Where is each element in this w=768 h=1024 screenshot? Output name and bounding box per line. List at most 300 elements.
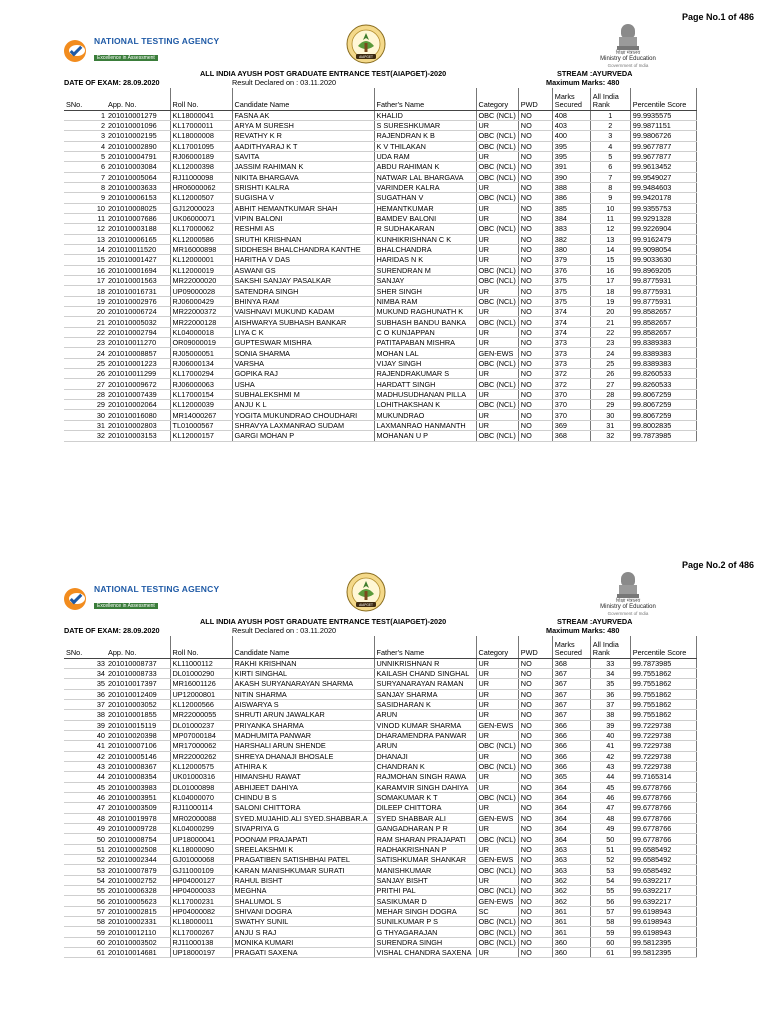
cell-father-name: KARAMVIR SINGH DAHIYA — [374, 782, 476, 792]
cell-pwd: NO — [518, 120, 552, 130]
cell-father-name: C O KUNJAPPAN — [374, 327, 476, 337]
seal-text: AIAPGET — [359, 603, 373, 607]
cell-marks: 374 — [552, 307, 590, 317]
cell-father-name: SUNILKUMAR P S — [374, 917, 476, 927]
cell-app-no: 201010002508 — [106, 844, 170, 854]
table-row — [64, 286, 696, 296]
cell-sno: 35 — [64, 679, 106, 689]
national-emblem-icon — [617, 24, 639, 50]
cell-rank: 40 — [590, 730, 630, 740]
cell-rank: 39 — [590, 720, 630, 730]
cell-category: OBC (NCL) — [476, 917, 518, 927]
cell-pwd: NO — [518, 927, 552, 937]
cell-rank: 50 — [590, 834, 630, 844]
cell-app-no: 201010016080 — [106, 410, 170, 420]
cell-rank: 61 — [590, 948, 630, 958]
cell-category: OBC (NCL) — [476, 276, 518, 286]
ministry-name: Ministry of Education — [600, 604, 656, 610]
cell-sno: 39 — [64, 720, 106, 730]
cell-category: GEN-EWS — [476, 813, 518, 823]
aiapget-seal-icon — [346, 572, 386, 612]
cell-rank: 35 — [590, 679, 630, 689]
cell-pwd: NO — [518, 875, 552, 885]
cell-candidate-name: SWATHY SUNIL — [232, 917, 374, 927]
cell-category: GEN-EWS — [476, 855, 518, 865]
cell-pwd: NO — [518, 431, 552, 441]
cell-father-name: HARDATT SINGH — [374, 379, 476, 389]
cell-percentile: 99.7229738 — [630, 720, 696, 730]
cell-category: UR — [476, 658, 518, 668]
cell-percentile: 99.8389383 — [630, 358, 696, 368]
cell-candidate-name: AKASH SURYANARAYAN SHARMA — [232, 679, 374, 689]
cell-rank: 26 — [590, 369, 630, 379]
cell-father-name: MANISHKUMAR — [374, 865, 476, 875]
cell-rank: 59 — [590, 927, 630, 937]
cell-father-name: SANJAY BISHT — [374, 875, 476, 885]
col-header-app-no: App. No. — [106, 88, 170, 110]
cell-app-no: 201010003983 — [106, 782, 170, 792]
cell-sno: 15 — [64, 255, 106, 265]
table-row — [64, 276, 696, 286]
cell-app-no: 201010004791 — [106, 151, 170, 161]
table-row — [64, 369, 696, 379]
cell-candidate-name: PRIYANKA SHARMA — [232, 720, 374, 730]
col-header-roll-no: Roll No. — [170, 636, 232, 658]
cell-marks: 364 — [552, 792, 590, 802]
cell-percentile: 99.8582657 — [630, 327, 696, 337]
ministry-emblem — [596, 572, 660, 617]
cell-rank: 21 — [590, 317, 630, 327]
cell-pwd: NO — [518, 792, 552, 802]
cell-category: OBC (NCL) — [476, 431, 518, 441]
cell-marks: 375 — [552, 286, 590, 296]
cell-roll-no: MP07000184 — [170, 730, 232, 740]
cell-category: UR — [476, 772, 518, 782]
cell-pwd: NO — [518, 699, 552, 709]
cell-marks: 370 — [552, 389, 590, 399]
cell-category: OBC (NCL) — [476, 400, 518, 410]
cell-rank: 8 — [590, 182, 630, 192]
cell-father-name: SASIDHARAN K — [374, 699, 476, 709]
cell-category: OBC (NCL) — [476, 379, 518, 389]
cell-percentile: 99.9549027 — [630, 172, 696, 182]
cell-father-name: MADHUSUDHANAN PILLA — [374, 389, 476, 399]
cell-roll-no: UP18000041 — [170, 834, 232, 844]
table-row — [64, 875, 696, 885]
cell-sno: 3 — [64, 131, 106, 141]
cell-category: OBC (NCL) — [476, 937, 518, 947]
cell-rank: 44 — [590, 772, 630, 782]
cell-category: OBC (NCL) — [476, 886, 518, 896]
cell-app-no: 201010006328 — [106, 886, 170, 896]
cell-app-no: 201010002890 — [106, 141, 170, 151]
cell-sno: 25 — [64, 358, 106, 368]
table-row — [64, 855, 696, 865]
cell-marks: 367 — [552, 710, 590, 720]
cell-sno: 48 — [64, 813, 106, 823]
cell-candidate-name: SHIVANI DOGRA — [232, 906, 374, 916]
cell-roll-no: HP04000082 — [170, 906, 232, 916]
cell-candidate-name: SHRAVYA LAXMANRAO SUDAM — [232, 420, 374, 430]
cell-roll-no: RJ06000134 — [170, 358, 232, 368]
cell-candidate-name: SUBHALEKSHMI M — [232, 389, 374, 399]
table-row — [64, 193, 696, 203]
table-row — [64, 317, 696, 327]
cell-pwd: NO — [518, 193, 552, 203]
table-row — [64, 792, 696, 802]
cell-marks: 375 — [552, 296, 590, 306]
cell-pwd: NO — [518, 307, 552, 317]
cell-marks: 360 — [552, 937, 590, 947]
cell-sno: 38 — [64, 710, 106, 720]
cell-pwd: NO — [518, 730, 552, 740]
cell-roll-no: RJ06000063 — [170, 379, 232, 389]
cell-pwd: NO — [518, 803, 552, 813]
cell-rank: 33 — [590, 658, 630, 668]
cell-father-name: R SUDHAKARAN — [374, 224, 476, 234]
cell-sno: 12 — [64, 224, 106, 234]
table-row — [64, 761, 696, 771]
cell-roll-no: HR06000062 — [170, 182, 232, 192]
cell-candidate-name: KIRTI SINGHAL — [232, 668, 374, 678]
cell-marks: 366 — [552, 720, 590, 730]
cell-candidate-name: RAKHI KRISHNAN — [232, 658, 374, 668]
cell-father-name: RAM SHARAN PRAJAPATI — [374, 834, 476, 844]
maximum-marks: Maximum Marks: 480 — [546, 78, 620, 87]
aiapget-seal-icon — [346, 24, 386, 64]
cell-app-no: 201010001223 — [106, 358, 170, 368]
cell-father-name: CHANDRAN K — [374, 761, 476, 771]
cell-sno: 44 — [64, 772, 106, 782]
cell-sno: 40 — [64, 730, 106, 740]
table-row — [64, 348, 696, 358]
cell-sno: 57 — [64, 906, 106, 916]
cell-marks: 384 — [552, 213, 590, 223]
cell-roll-no: KL17000154 — [170, 389, 232, 399]
cell-marks: 388 — [552, 182, 590, 192]
cell-app-no: 201010006724 — [106, 307, 170, 317]
cell-app-no: 201010001096 — [106, 120, 170, 130]
agency-name: NATIONAL TESTING AGENCY — [94, 584, 220, 594]
cell-percentile: 99.8067259 — [630, 400, 696, 410]
cell-marks: 380 — [552, 244, 590, 254]
cell-pwd: NO — [518, 379, 552, 389]
seal-text: AIAPGET — [359, 55, 373, 59]
cell-candidate-name: FASNA AK — [232, 110, 374, 120]
cell-candidate-name: SHRUTI ARUN JAWALKAR — [232, 710, 374, 720]
cell-marks: 361 — [552, 906, 590, 916]
cell-roll-no: KL11000112 — [170, 658, 232, 668]
cell-app-no: 201010002064 — [106, 400, 170, 410]
cell-father-name: SOMAKUMAR K T — [374, 792, 476, 802]
cell-candidate-name: SHALUMOL S — [232, 896, 374, 906]
cell-father-name: LAXMANRAO HANMANTH — [374, 420, 476, 430]
cell-percentile: 99.8260533 — [630, 379, 696, 389]
cell-sno: 59 — [64, 927, 106, 937]
col-header-percentile: Percentile Score — [630, 636, 696, 658]
cell-category: UR — [476, 782, 518, 792]
cell-candidate-name: GARGI MOHAN P — [232, 431, 374, 441]
cell-pwd: NO — [518, 410, 552, 420]
cell-candidate-name: RAHUL BISHT — [232, 875, 374, 885]
cell-roll-no: KL04000299 — [170, 824, 232, 834]
cell-rank: 51 — [590, 844, 630, 854]
table-row — [64, 906, 696, 916]
cell-category: UR — [476, 369, 518, 379]
cell-pwd: NO — [518, 213, 552, 223]
cell-rank: 55 — [590, 886, 630, 896]
cell-percentile: 99.8002835 — [630, 420, 696, 430]
cell-app-no: 201010005623 — [106, 896, 170, 906]
cell-app-no: 201010003153 — [106, 431, 170, 441]
cell-candidate-name: SYED.MUJAHID.ALI SYED.SHABBAR.A — [232, 813, 374, 823]
cell-sno: 2 — [64, 120, 106, 130]
table-row — [64, 131, 696, 141]
cell-marks: 400 — [552, 131, 590, 141]
cell-marks: 361 — [552, 917, 590, 927]
cell-marks: 367 — [552, 689, 590, 699]
cell-candidate-name: SUGISHA V — [232, 193, 374, 203]
cell-category: OBC (NCL) — [476, 162, 518, 172]
cell-pwd: NO — [518, 151, 552, 161]
table-row — [64, 782, 696, 792]
cell-roll-no: RJ11000114 — [170, 803, 232, 813]
table-header-row — [64, 88, 696, 110]
table-row — [64, 389, 696, 399]
cell-category: UR — [476, 410, 518, 420]
table-row — [64, 296, 696, 306]
cell-app-no: 201010002331 — [106, 917, 170, 927]
cell-father-name: VARINDER KALRA — [374, 182, 476, 192]
cell-sno: 20 — [64, 307, 106, 317]
cell-candidate-name: ABHIJEET DAHIYA — [232, 782, 374, 792]
cell-sno: 26 — [64, 369, 106, 379]
cell-category: OBC (NCL) — [476, 927, 518, 937]
cell-roll-no: KL18000090 — [170, 844, 232, 854]
cell-category: GEN-EWS — [476, 896, 518, 906]
cell-app-no: 201010008354 — [106, 772, 170, 782]
cell-percentile: 99.8260533 — [630, 369, 696, 379]
cell-percentile: 99.6585492 — [630, 844, 696, 854]
cell-app-no: 201010006153 — [106, 193, 170, 203]
cell-pwd: NO — [518, 203, 552, 213]
cell-app-no: 201010002752 — [106, 875, 170, 885]
cell-candidate-name: ANJU K L — [232, 400, 374, 410]
cell-pwd: NO — [518, 710, 552, 720]
cell-roll-no: GJ01000068 — [170, 855, 232, 865]
cell-father-name: VIJAY SINGH — [374, 358, 476, 368]
cell-percentile: 99.9613452 — [630, 162, 696, 172]
cell-percentile: 99.7873985 — [630, 431, 696, 441]
table-header-row — [64, 636, 696, 658]
cell-app-no: 201010008733 — [106, 668, 170, 678]
cell-percentile: 99.6778766 — [630, 824, 696, 834]
cell-candidate-name: REVATHY K R — [232, 131, 374, 141]
cell-pwd: NO — [518, 234, 552, 244]
cell-pwd: NO — [518, 131, 552, 141]
cell-roll-no: KL12000001 — [170, 255, 232, 265]
maximum-marks: Maximum Marks: 480 — [546, 626, 620, 635]
cell-sno: 29 — [64, 400, 106, 410]
cell-app-no: 201010001563 — [106, 276, 170, 286]
cell-percentile: 99.7551862 — [630, 699, 696, 709]
cell-father-name: VISHAL CHANDRA SAXENA — [374, 948, 476, 958]
table-row — [64, 772, 696, 782]
cell-pwd: NO — [518, 937, 552, 947]
cell-rank: 6 — [590, 162, 630, 172]
table-row — [64, 937, 696, 947]
cell-category: OBC (NCL) — [476, 224, 518, 234]
cell-candidate-name: NITIN SHARMA — [232, 689, 374, 699]
cell-roll-no: RJ11000138 — [170, 937, 232, 947]
cell-roll-no: KL18000008 — [170, 131, 232, 141]
cell-father-name: SASIKUMAR D — [374, 896, 476, 906]
cell-rank: 60 — [590, 937, 630, 947]
cell-pwd: NO — [518, 276, 552, 286]
cell-roll-no: MR14000267 — [170, 410, 232, 420]
exam-date: DATE OF EXAM: 28.09.2020 — [64, 626, 160, 635]
cell-percentile: 99.9677877 — [630, 151, 696, 161]
table-row — [64, 813, 696, 823]
table-row — [64, 213, 696, 223]
cell-pwd: NO — [518, 865, 552, 875]
col-header-roll-no: Roll No. — [170, 88, 232, 110]
cell-roll-no: RJ05000051 — [170, 348, 232, 358]
cell-category: OBC (NCL) — [476, 131, 518, 141]
cell-sno: 34 — [64, 668, 106, 678]
col-header-candidate-name: Candidate Name — [232, 88, 374, 110]
cell-candidate-name: SRISHTI KALRA — [232, 182, 374, 192]
cell-rank: 28 — [590, 389, 630, 399]
cell-marks: 363 — [552, 855, 590, 865]
cell-percentile: 99.9226904 — [630, 224, 696, 234]
table-row — [64, 265, 696, 275]
cell-percentile: 99.8389383 — [630, 338, 696, 348]
cell-category: UR — [476, 120, 518, 130]
cell-marks: 368 — [552, 431, 590, 441]
cell-candidate-name: GUPTESWAR MISHRA — [232, 338, 374, 348]
cell-roll-no: UP12000801 — [170, 689, 232, 699]
cell-marks: 373 — [552, 358, 590, 368]
cell-marks: 403 — [552, 120, 590, 130]
agency-tagline: Excellence in Assessment — [94, 55, 158, 61]
cell-rank: 12 — [590, 224, 630, 234]
cell-app-no: 201010008737 — [106, 658, 170, 668]
cell-father-name: HARIDAS N K — [374, 255, 476, 265]
table-row — [64, 234, 696, 244]
cell-roll-no: KL12000398 — [170, 162, 232, 172]
cell-pwd: NO — [518, 265, 552, 275]
cell-candidate-name: SATENDRA SINGH — [232, 286, 374, 296]
exam-date: DATE OF EXAM: 28.09.2020 — [64, 78, 160, 87]
cell-roll-no: KL12000039 — [170, 400, 232, 410]
cell-rank: 38 — [590, 710, 630, 720]
cell-sno: 50 — [64, 834, 106, 844]
cell-sno: 1 — [64, 110, 106, 120]
table-row — [64, 420, 696, 430]
cell-percentile: 99.7229738 — [630, 751, 696, 761]
cell-father-name: KHALID — [374, 110, 476, 120]
cell-app-no: 201010003188 — [106, 224, 170, 234]
cell-marks: 370 — [552, 410, 590, 420]
cell-category: UR — [476, 420, 518, 430]
cell-pwd: NO — [518, 182, 552, 192]
table-row — [64, 679, 696, 689]
cell-category: UR — [476, 307, 518, 317]
cell-rank: 57 — [590, 906, 630, 916]
cell-percentile: 99.9098054 — [630, 244, 696, 254]
col-header-marks: Marks Secured — [552, 636, 590, 658]
cell-roll-no: UK06000071 — [170, 213, 232, 223]
table-row — [64, 865, 696, 875]
cell-category: UR — [476, 948, 518, 958]
cell-rank: 45 — [590, 782, 630, 792]
exam-title: ALL INDIA AYUSH POST GRADUATE ENTRANCE TEST(AIAPGET)-2020 — [200, 69, 447, 78]
cell-pwd: NO — [518, 720, 552, 730]
cell-candidate-name: HARITHA V DAS — [232, 255, 374, 265]
cell-father-name: UDA RAM — [374, 151, 476, 161]
cell-candidate-name: SIVAPRIYA G — [232, 824, 374, 834]
cell-app-no: 201010003509 — [106, 803, 170, 813]
cell-category: UR — [476, 824, 518, 834]
cell-app-no: 201010005064 — [106, 172, 170, 182]
cell-pwd: NO — [518, 224, 552, 234]
cell-candidate-name: VARSHA — [232, 358, 374, 368]
cell-category: UR — [476, 689, 518, 699]
cell-candidate-name: POONAM PRAJAPATI — [232, 834, 374, 844]
cell-father-name: SHER SINGH — [374, 286, 476, 296]
cell-father-name: BAMDEV BALONI — [374, 213, 476, 223]
cell-sno: 31 — [64, 420, 106, 430]
cell-rank: 37 — [590, 699, 630, 709]
ministry-emblem — [596, 24, 660, 69]
cell-marks: 364 — [552, 782, 590, 792]
cell-father-name: MUKUNDRAO — [374, 410, 476, 420]
cell-sno: 36 — [64, 689, 106, 699]
cell-app-no: 201010003502 — [106, 937, 170, 947]
table-row — [64, 824, 696, 834]
cell-marks: 395 — [552, 141, 590, 151]
cell-percentile: 99.6585492 — [630, 865, 696, 875]
cell-percentile: 99.6198943 — [630, 906, 696, 916]
cell-rank: 20 — [590, 307, 630, 317]
cell-candidate-name: VAISHNAVI MUKUND KADAM — [232, 307, 374, 317]
cell-sno: 9 — [64, 193, 106, 203]
table-row — [64, 834, 696, 844]
table-row — [64, 844, 696, 854]
cell-marks: 366 — [552, 730, 590, 740]
cell-sno: 42 — [64, 751, 106, 761]
cell-pwd: NO — [518, 896, 552, 906]
table-row — [64, 896, 696, 906]
cell-pwd: NO — [518, 358, 552, 368]
cell-marks: 367 — [552, 679, 590, 689]
cell-category: OBC (NCL) — [476, 265, 518, 275]
cell-candidate-name: ANJU S RAJ — [232, 927, 374, 937]
cell-roll-no: KL18000041 — [170, 110, 232, 120]
cell-percentile: 99.7229738 — [630, 730, 696, 740]
cell-pwd: NO — [518, 917, 552, 927]
cell-category: UR — [476, 679, 518, 689]
cell-marks: 362 — [552, 875, 590, 885]
cell-sno: 23 — [64, 338, 106, 348]
table-row — [64, 803, 696, 813]
col-header-rank: All India Rank — [590, 88, 630, 110]
stream-label: STREAM :AYURVEDA — [557, 69, 633, 78]
cell-rank: 14 — [590, 244, 630, 254]
table-row — [64, 658, 696, 668]
cell-category: OBC (NCL) — [476, 110, 518, 120]
